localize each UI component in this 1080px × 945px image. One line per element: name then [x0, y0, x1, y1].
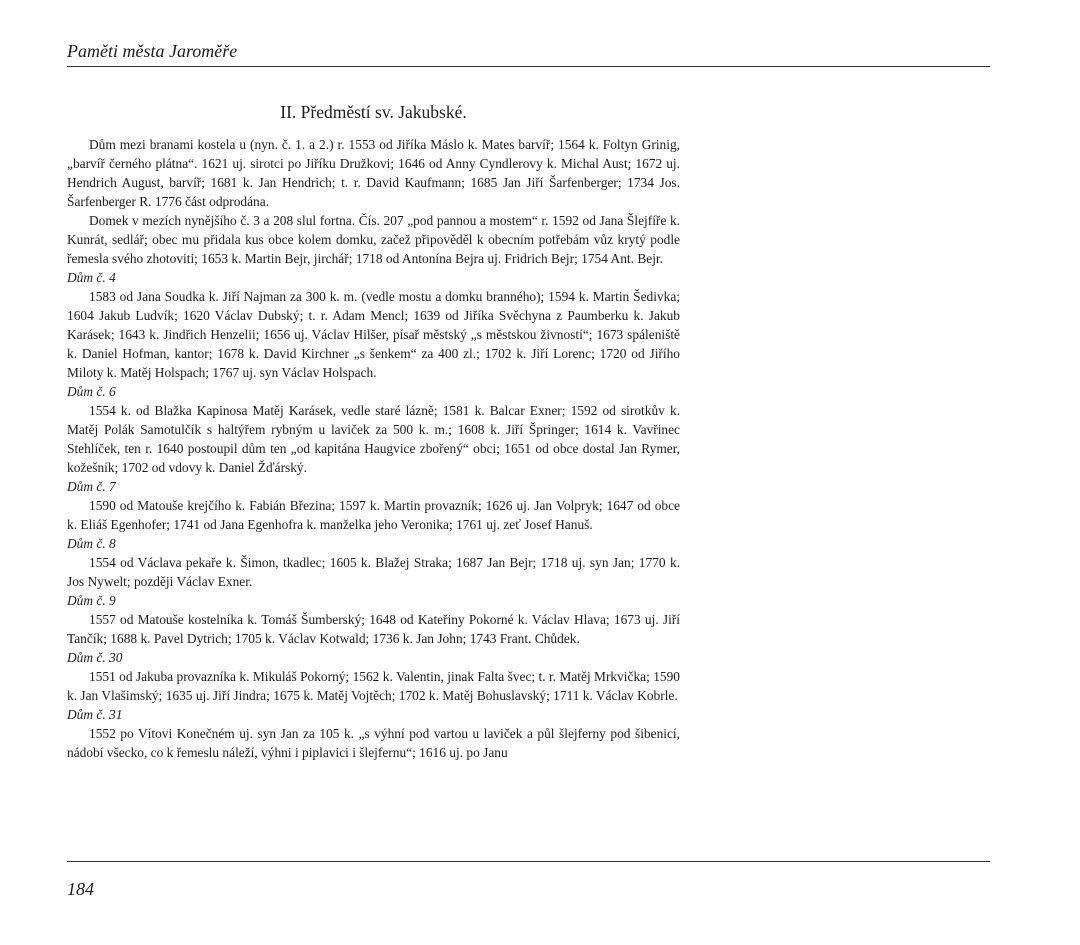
footer-rule [67, 861, 990, 862]
paragraph: 1554 k. od Blažka Kapinosa Matěj Karásek, vedle staré lázně; 1581 k. Balcar Exner; 1592 od sirotkův k. Matěj Polák Samotulčík s haltýřem rybným u laviček za 500 k. m.; 1608 k. Jiří Špringer; 1614 k. Vavřinec Stehlíček, ten r. 1640 postoupil dům ten „od kapitána Haugvice zbořený“ obci; 1651 od obce dostal Jan Rymer, kožešník; 1702 od vdovy k. Daniel Žďárský. [67, 403, 680, 475]
section-title: II. Předměstí sv. Jakubské. [280, 102, 467, 122]
paragraph: 1554 od Václava pekaře k. Šimon, tkadlec; 1605 k. Blažej Straka; 1687 Jan Bejr; 1718 uj. syn Jan; 1770 k. Jos Nywelt; později Václav Exner. [67, 555, 680, 589]
paragraph: Dům mezi branami kostela u (nyn. č. 1. a 2.) r. 1553 od Jiříka Máslo k. Mates barvíř; 1564 k. Foltyn Grinig, „barvíř černého plátna“. 1621 uj. sirotci po Jiříku Družkovi; 1646 od Anny Cyndlerovy k. Michal Aust; 1672 uj. Hendrich August, barvíř; 1681 k. Jan Hendrich; t. r. David Kaufmann; 1685 Jan Jiří Šarfenberger; 1734 Jos. Šarfenberger R. 1776 část odprodána. [67, 137, 680, 209]
paragraph: Domek v mezích nynějšího č. 3 a 208 slul fortna. Čís. 207 „pod pannou a mostem“ r. 1592 od Jana Šlejfíře k. Kunrát, sedlář; obec mu přidala kus obce kolem domku, začež připověděl k obecním potřebám vůz krytý podle řemesla svého zhotoviti; 1653 k. Martin Bejr, jirchář; 1718 od Antonína Bejra uj. Fridrich Bejr; 1754 Ant. Bejr. [67, 213, 680, 266]
paragraph: 1583 od Jana Soudka k. Jiří Najman za 300 k. m. (vedle mostu a domku branného); 1594 k. Martin Šedivka; 1604 Jakub Ludvík; 1620 Václav Dubský; t. r. Adam Mencl; 1639 od Jiříka Svěchyna z Paumberku k. Jakub Karásek; 1643 k. Jindřich Henzelii; 1656 uj. Václav Hilšer, písař městský „s městskou živností“; 1673 spáleniště k. Daniel Hofman, kantor; 1678 k. David Kirchner „s šenkem“ za 400 zl.; 1702 k. Jiří Lorenc; 1720 od Jiřího Miloty k. Matěj Holspach; 1767 uj. syn Václav Holspach. [67, 289, 680, 380]
house-heading: Dům č. 9 [67, 593, 116, 608]
house-heading: Dům č. 6 [67, 384, 116, 399]
body-text [67, 135, 680, 762]
running-head: Paměti města Jaroměře [67, 41, 238, 61]
house-heading: Dům č. 31 [67, 707, 123, 722]
house-heading: Dům č. 4 [67, 270, 116, 285]
paragraph: 1551 od Jakuba provazníka k. Mikuláš Pokorný; 1562 k. Valentin, jinak Falta švec; t. r. Matěj Mrkvička; 1590 k. Jan Vlašimský; 1635 uj. Jiří Jindra; 1675 k. Matěj Vojtěch; 1702 k. Matěj Bohuslavský; 1711 k. Václav Kobrle. [67, 669, 680, 703]
paragraph: 1590 od Matouše krejčího k. Fabián Březina; 1597 k. Martin provazník; 1626 uj. Jan Volpryk; 1647 od obce k. Eliáš Egenhofer; 1741 od Jana Egenhofra k. manželka jeho Veronika; 1761 uj. zeť Josef Hanuš. [67, 498, 680, 532]
paragraph: 1552 po Vítovi Konečném uj. syn Jan za 105 k. „s výhní pod vartou u laviček a půl šlejferny pod šibenicí, nádobí všecko, co k řemeslu náleží, výhni i piplavici i šlejfernu“; 1616 uj. po Janu [67, 726, 680, 760]
page-number: 184 [67, 879, 94, 899]
house-heading: Dům č. 7 [67, 479, 116, 494]
paragraph: 1557 od Matouše kostelníka k. Tomáš Šumberský; 1648 od Kateřiny Pokorné k. Václav Hlava; 1673 uj. Jiří Tančík; 1688 k. Pavel Dytrich; 1705 k. Václav Kotwald; 1736 k. Jan John; 1743 Frant. Chůdek. [67, 612, 680, 646]
house-heading: Dům č. 30 [67, 650, 123, 665]
header-rule [67, 66, 990, 67]
house-heading: Dům č. 8 [67, 536, 116, 551]
